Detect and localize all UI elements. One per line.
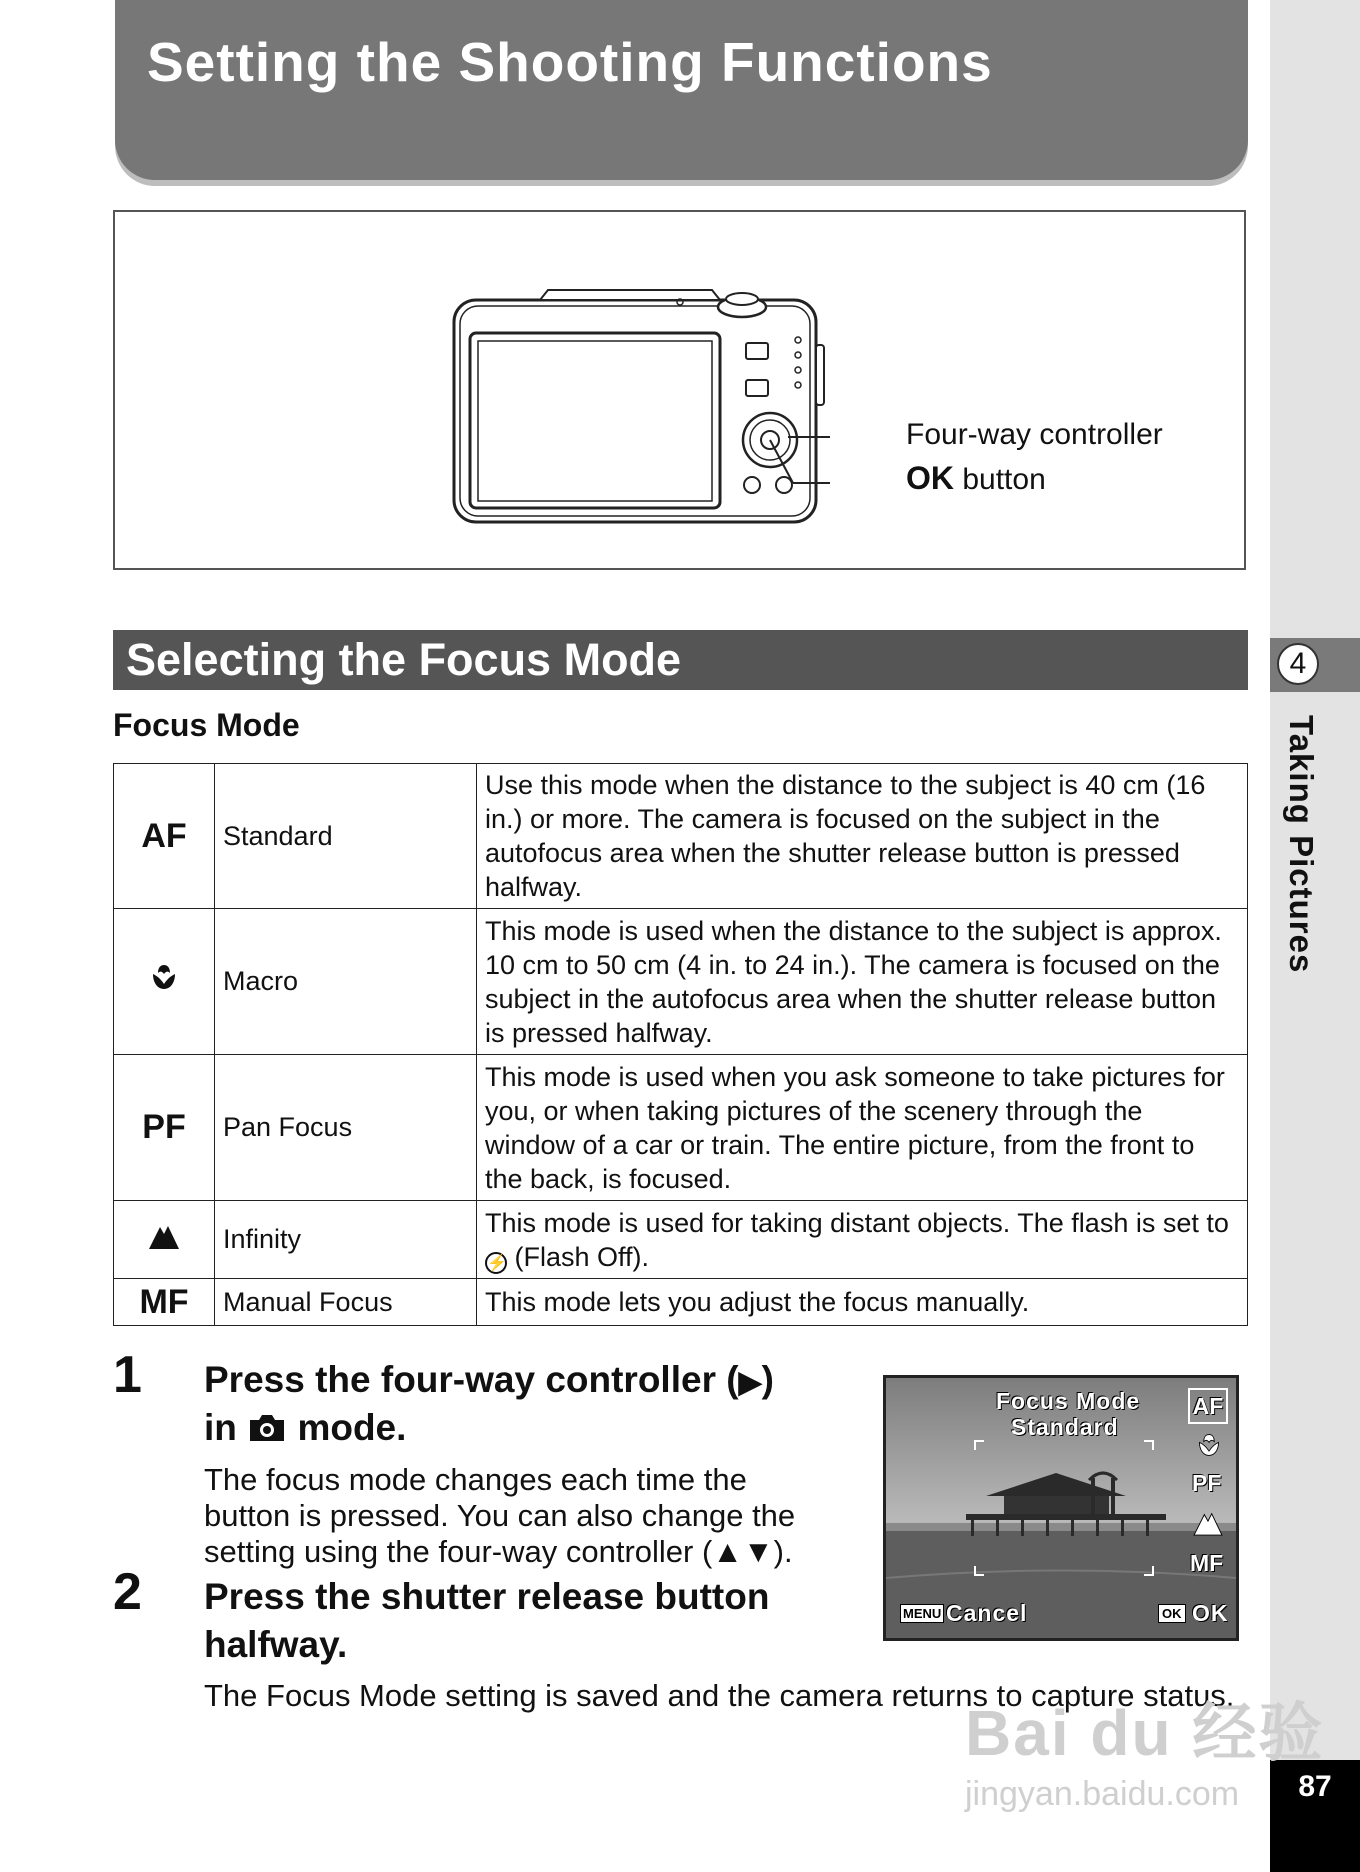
table-row: [114, 1201, 1248, 1279]
step-title-text: mode.: [287, 1407, 407, 1448]
watermark-url: jingyan.baidu.com: [965, 1775, 1240, 1813]
baidu-watermark: Bai du 经验: [965, 1697, 1325, 1769]
menu-key-icon: MENU: [900, 1604, 944, 1623]
step-title: [204, 1356, 774, 1407]
mountain-icon: [1192, 1510, 1224, 1541]
step-title-line2: halfway.: [204, 1624, 348, 1665]
mode-name: Standard: [215, 764, 477, 909]
mode-name: Infinity: [215, 1201, 477, 1279]
focus-mode-table: [113, 763, 1248, 1326]
step-body-line: The focus mode changes each time the: [204, 1462, 747, 1497]
ok-callout-text: button: [962, 463, 1046, 496]
lcd-ok-label: OK: [1192, 1600, 1229, 1626]
camera-lcd-screen: [883, 1375, 1239, 1641]
ok-symbol: OK: [906, 460, 954, 496]
pan-focus-icon: PF: [1192, 1470, 1222, 1496]
lcd-title: Focus Mode: [996, 1388, 1141, 1414]
mode-description: Use this mode when the distance to the subject is 40 cm (16 in.) or more. The camera is focused on the subject in the autofocus area when the shutter release button is pressed halfway.: [477, 764, 1248, 909]
table-row: [114, 909, 1248, 1055]
pan-focus-icon: PF: [114, 1055, 215, 1201]
step-title-text: in: [204, 1407, 248, 1448]
right-arrow-icon: ▶: [738, 1366, 762, 1399]
lcd-value: Standard: [1011, 1414, 1119, 1440]
mode-name: Macro: [215, 909, 477, 1055]
table-row: [114, 764, 1248, 909]
step-number: 2: [113, 1563, 142, 1621]
macro-flower-icon: [1196, 1432, 1222, 1463]
ok-key-icon: OK: [1158, 1604, 1186, 1623]
mode-name: Pan Focus: [215, 1055, 477, 1201]
macro-flower-icon: [114, 909, 215, 1055]
step-body-line: setting using the four-way controller (▲▼).: [204, 1534, 793, 1569]
four-way-controller-callout: Four-way controller: [906, 418, 1163, 451]
section-title: Selecting the Focus Mode: [126, 634, 682, 685]
table-row: [114, 1279, 1248, 1326]
lcd-option-af-selected: AF: [1188, 1388, 1228, 1424]
description-before: This mode is used for taking distant objects. The flash is set to: [485, 1207, 1229, 1238]
mode-description: This mode is used when you ask someone to take pictures for you, or when taking pictures of the scenery through the window of a car or train. The entire picture, from the front to the back, is focused.: [477, 1055, 1248, 1201]
step-body-line: button is pressed. You can also change the: [204, 1498, 796, 1533]
table-row: [114, 1055, 1248, 1201]
ok-button-callout: [906, 460, 1046, 497]
mountain-icon: [114, 1201, 215, 1279]
focus-frame-corner: [974, 1566, 984, 1576]
camera-back-illustration: [450, 285, 830, 525]
page-title: Setting the Shooting Functions: [147, 31, 993, 93]
manual-focus-icon: MF: [1190, 1550, 1224, 1576]
chapter-label: Taking Pictures: [1283, 715, 1320, 974]
step-title-text: ): [761, 1359, 774, 1400]
focus-frame-corner: [1144, 1566, 1154, 1576]
mode-name: Manual Focus: [215, 1279, 477, 1326]
table-heading: Focus Mode: [113, 707, 300, 743]
flash-off-icon: ⚡: [485, 1252, 507, 1274]
focus-frame-corner: [974, 1440, 984, 1450]
camera-mode-icon: [247, 1407, 287, 1455]
manual-focus-icon: MF: [114, 1279, 215, 1326]
chapter-number: 4: [1277, 643, 1319, 685]
description-after: (Flash Off).: [507, 1241, 650, 1272]
mode-description: [477, 1201, 1248, 1279]
lcd-cancel-label: Cancel: [946, 1600, 1028, 1626]
af-icon: AF: [114, 764, 215, 909]
step-body-line: The Focus Mode setting is saved and the camera returns to capture status.: [204, 1678, 1235, 1713]
focus-frame-corner: [1144, 1440, 1154, 1450]
mode-description: This mode is used when the distance to the subject is approx. 10 cm to 50 cm (4 in. to 24 in.). The camera is focused on the subject in the autofocus area when the shutter release button is pressed halfway.: [477, 909, 1248, 1055]
step-title: Press the shutter release button: [204, 1576, 770, 1617]
page-number: 87: [1298, 1770, 1332, 1803]
step-title-line2: [204, 1404, 406, 1455]
mode-description: This mode lets you adjust the focus manually.: [477, 1279, 1248, 1326]
step-title-text: Press the four-way controller (: [204, 1359, 739, 1400]
step-number: 1: [113, 1346, 142, 1404]
